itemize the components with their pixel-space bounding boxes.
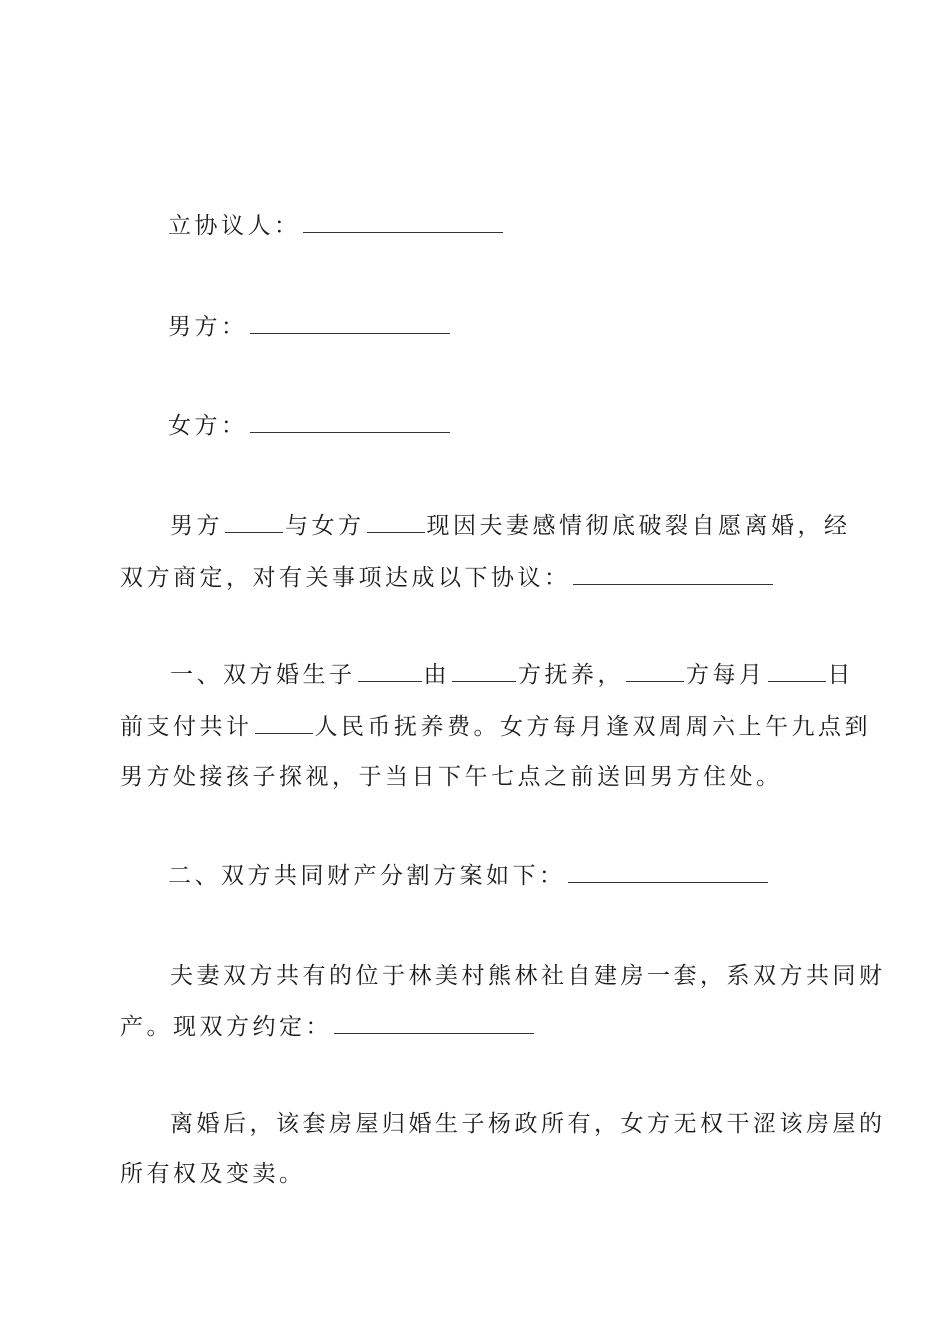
property-text-2: 产。现双方约定： [120,1014,332,1040]
female-line [168,410,452,442]
clause1-text-a: 一、双方婚生子 [170,662,356,688]
male-label: 男方： [168,314,248,340]
house-line-1 [170,1108,886,1140]
clause1-blank-day [768,659,826,682]
clause1-text-e: 日 [827,662,854,688]
clause1-text-visit: 人民币抚养费。女方每月逢双周周六上午九点到 [314,714,871,740]
clause1-text-total: 前支付共计 [120,714,253,740]
clause1-line-1 [170,659,854,691]
clause2-line [168,860,770,892]
clause1-blank-payer [626,659,684,682]
party-line [168,210,505,242]
property-line-1 [170,960,886,992]
clause1-line-3 [120,761,783,793]
female-label: 女方： [168,413,248,439]
house-line-2 [120,1158,306,1190]
intro-text-agreement: 双方商定，对有关事项达成以下协议： [120,565,571,591]
clause2-blank [568,860,768,883]
intro-text-male: 男方 [170,513,223,539]
male-blank [250,311,450,334]
house-text-1: 离婚后，该套房屋归婚生子杨政所有，女方无权干涩该房屋的 [170,1111,886,1137]
clause1-text-return: 男方处接孩子探视，于当日下午七点之前送回男方住处。 [120,764,783,790]
male-line [168,311,452,343]
party-blank [303,210,503,233]
clause1-line-2 [120,711,871,743]
intro-line-1 [170,510,851,542]
intro-blank-female [367,510,425,533]
intro-blank-agreement [573,562,773,585]
clause1-text-b: 由 [423,662,450,688]
intro-line-2 [120,562,775,594]
property-blank [334,1011,534,1034]
clause1-blank-amount [255,711,313,734]
clause1-blank-child [358,659,422,682]
clause2-title: 二、双方共同财产分割方案如下： [168,863,566,889]
property-text-1: 夫妻双方共有的位于林美村熊林社自建房一套，系双方共同财 [170,963,886,989]
clause1-text-d: 方每月 [686,662,766,688]
house-text-2: 所有权及变卖。 [120,1161,306,1187]
property-line-2 [120,1011,536,1043]
intro-blank-male [225,510,283,533]
female-blank [250,410,450,433]
intro-text-female: 与女方 [285,513,365,539]
party-label: 立协议人： [168,213,301,239]
clause1-blank-custodian [452,659,516,682]
clause1-text-c: 方抚养， [518,662,624,688]
intro-text-reason: 现因夫妻感情彻底破裂自愿离婚，经 [426,513,851,539]
